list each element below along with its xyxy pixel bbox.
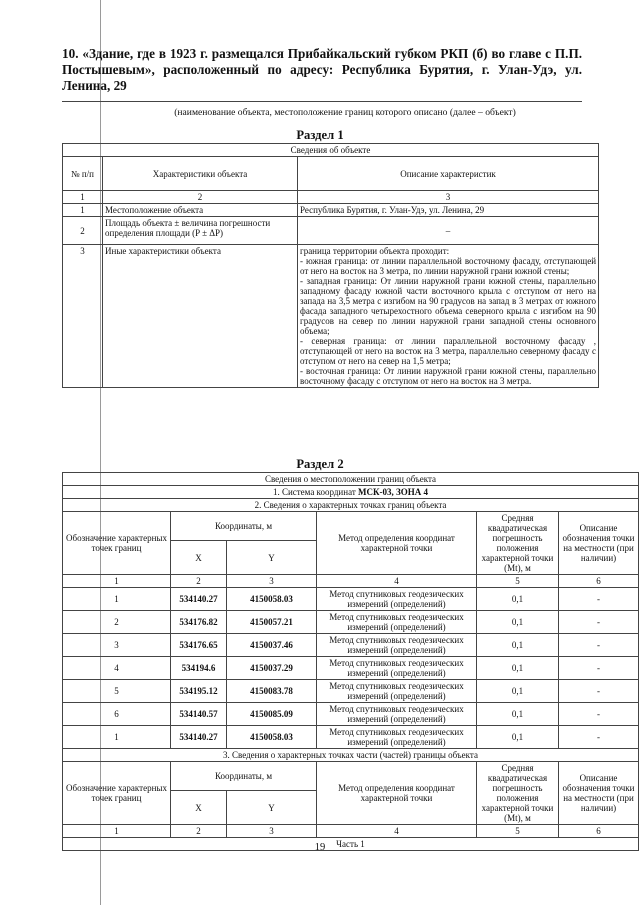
header-desc: Описание обозначения точки на местности (при наличии) xyxy=(559,762,639,825)
row-char: Площадь объекта ± величина погрешности определения площади (P ± ΔP) xyxy=(103,217,298,245)
point-error: 0,1 xyxy=(477,703,559,726)
section2-caption: Сведения о местоположении границ объекта xyxy=(63,473,639,486)
point-number: 3 xyxy=(63,634,171,657)
row-num: 3 xyxy=(63,245,103,388)
point-x: 534140.27 xyxy=(171,588,227,611)
point-method: Метод спутниковых геодезических измерений (определений) xyxy=(317,726,477,749)
point-x: 534140.27 xyxy=(171,726,227,749)
point-y: 4150037.46 xyxy=(227,634,317,657)
row-desc-lines xyxy=(298,245,599,388)
point-y: 4150037.29 xyxy=(227,657,317,680)
point-y: 4150085.09 xyxy=(227,703,317,726)
point-number: 4 xyxy=(63,657,171,680)
header-error: Средняя квадратическая погрешность положения характерной точки (Мt), м xyxy=(477,762,559,825)
page-number: 19 xyxy=(314,842,326,853)
point-x: 534195.12 xyxy=(171,680,227,703)
table-row xyxy=(63,217,599,245)
desc-line: - восточная граница: От линии наружной грани южной стены, параллельно восточному фасаду с отступом от него на восток на 3 метра. xyxy=(300,366,597,386)
section1-caption: Сведения об объекте xyxy=(63,144,599,157)
coord-system xyxy=(63,486,639,499)
row-num: 2 xyxy=(63,217,103,245)
index-cell: 3 xyxy=(227,575,317,588)
index-cell: 1 xyxy=(63,191,103,204)
header-y: Y xyxy=(227,791,317,825)
point-desc: - xyxy=(559,703,639,726)
section1-heading: Раздел 1 xyxy=(296,128,344,142)
table-row xyxy=(63,204,599,217)
header-char: Характеристики объекта xyxy=(103,157,298,191)
header-desc: Описание характеристик xyxy=(298,157,599,191)
index-cell: 6 xyxy=(559,575,639,588)
index-cell: 2 xyxy=(171,575,227,588)
point-row xyxy=(63,634,639,657)
point-number: 6 xyxy=(63,703,171,726)
row-char: Иные характеристики объекта xyxy=(103,245,298,388)
index-cell: 3 xyxy=(298,191,599,204)
point-error: 0,1 xyxy=(477,680,559,703)
point-method: Метод спутниковых геодезических измерений (определений) xyxy=(317,588,477,611)
point-number: 1 xyxy=(63,726,171,749)
desc-line: граница территории объекта проходит: xyxy=(300,246,450,256)
point-y: 4150058.03 xyxy=(227,588,317,611)
point-number: 1 xyxy=(63,588,171,611)
row-char: Местоположение объекта xyxy=(103,204,298,217)
point-row xyxy=(63,611,639,634)
point-x: 534140.57 xyxy=(171,703,227,726)
index-cell: 6 xyxy=(559,825,639,838)
point-desc: - xyxy=(559,680,639,703)
header-desc: Описание обозначения точки на местности (при наличии) xyxy=(559,512,639,575)
coord-system-prefix: 1. Система координат xyxy=(272,487,359,497)
table-row xyxy=(63,245,599,388)
point-desc: - xyxy=(559,726,639,749)
title-underline xyxy=(62,101,582,102)
sub3-caption: 3. Сведения о характерных точках части (частей) границы объекта xyxy=(63,749,639,762)
point-method: Метод спутниковых геодезических измерений (определений) xyxy=(317,680,477,703)
index-cell: 2 xyxy=(103,191,298,204)
header-y: Y xyxy=(227,541,317,575)
header-coords: Координаты, м xyxy=(171,762,317,791)
coord-system-value: МСК-03, ЗОНА 4 xyxy=(358,487,429,497)
point-error: 0,1 xyxy=(477,611,559,634)
point-method: Метод спутниковых геодезических измерений (определений) xyxy=(317,634,477,657)
index-cell: 3 xyxy=(227,825,317,838)
point-error: 0,1 xyxy=(477,726,559,749)
point-row xyxy=(63,726,639,749)
point-row xyxy=(63,588,639,611)
boundary-points-table xyxy=(62,472,639,851)
object-info-table xyxy=(62,143,599,388)
desc-line: - западная граница: От линии наружной грани южной стены, параллельно западному фасаду южной части восточного крыла с отступом от него на запада на 3,5 метра с изгибом на 90 градусов на запад в 3 метрах от южного фасада западного четырехостного объема северного крыла с изгибом на 90 градусов на север по линии наружной грани западной стены основного объема; xyxy=(300,276,597,336)
index-cell: 4 xyxy=(317,575,477,588)
point-y: 4150083.78 xyxy=(227,680,317,703)
point-row xyxy=(63,657,639,680)
point-row xyxy=(63,680,639,703)
point-x: 534194.6 xyxy=(171,657,227,680)
section2-heading: Раздел 2 xyxy=(296,457,344,471)
index-cell: 5 xyxy=(477,825,559,838)
point-desc: - xyxy=(559,634,639,657)
header-point: Обозначение характерных точек границ xyxy=(63,512,171,575)
point-y: 4150057.21 xyxy=(227,611,317,634)
index-cell: 5 xyxy=(477,575,559,588)
point-x: 534176.65 xyxy=(171,634,227,657)
point-method: Метод спутниковых геодезических измерений (определений) xyxy=(317,611,477,634)
row-desc: Республика Бурятия, г. Улан-Удэ, ул. Ленина, 29 xyxy=(298,204,599,217)
header-method: Метод определения координат характерной точки xyxy=(317,762,477,825)
point-desc: - xyxy=(559,657,639,680)
index-cell: 1 xyxy=(63,575,171,588)
header-coords: Координаты, м xyxy=(171,512,317,541)
point-error: 0,1 xyxy=(477,634,559,657)
desc-line: - северная граница: от линии параллельной восточному фасаду , отступающей от него на восток на 3 метра, параллельно северному фасаду с отступом от него на север на 1,5 метра; xyxy=(300,336,597,366)
index-cell: 2 xyxy=(171,825,227,838)
point-row xyxy=(63,703,639,726)
index-cell: 1 xyxy=(63,825,171,838)
point-error: 0,1 xyxy=(477,588,559,611)
point-desc: - xyxy=(559,611,639,634)
row-num: 1 xyxy=(63,204,103,217)
index-cell: 4 xyxy=(317,825,477,838)
header-error: Средняя квадратическая погрешность положения характерной точки (Мt), м xyxy=(477,512,559,575)
header-point: Обозначение характерных точек границ xyxy=(63,762,171,825)
header-num: № п/п xyxy=(63,157,103,191)
point-desc: - xyxy=(559,588,639,611)
point-method: Метод спутниковых геодезических измерений (определений) xyxy=(317,657,477,680)
point-number: 5 xyxy=(63,680,171,703)
point-x: 534176.82 xyxy=(171,611,227,634)
header-x: X xyxy=(171,791,227,825)
sub2-caption: 2. Сведения о характерных точках границ объекта xyxy=(63,499,639,512)
header-x: X xyxy=(171,541,227,575)
point-number: 2 xyxy=(63,611,171,634)
point-method: Метод спутниковых геодезических измерений (определений) xyxy=(317,703,477,726)
point-error: 0,1 xyxy=(477,657,559,680)
title-note: (наименование объекта, местоположение границ которого описано (далее – объект) xyxy=(174,107,516,118)
desc-line: - южная граница: от линии параллельной восточному фасаду, отступающей от него на восток на 3 метра, по линии наружной грани южной стены; xyxy=(300,256,597,276)
point-y: 4150058.03 xyxy=(227,726,317,749)
part-caption: Часть 1 xyxy=(63,838,639,851)
row-desc: – xyxy=(298,217,599,245)
object-title: 10. «Здание, где в 1923 г. размещался Прибайкальский губком РКП (б) во главе с П.П. Постышевым», расположенный по адресу: Республика Бурятия, г. Улан-Удэ, ул. Ленина, 29 xyxy=(62,46,582,93)
header-method: Метод определения координат характерной точки xyxy=(317,512,477,575)
